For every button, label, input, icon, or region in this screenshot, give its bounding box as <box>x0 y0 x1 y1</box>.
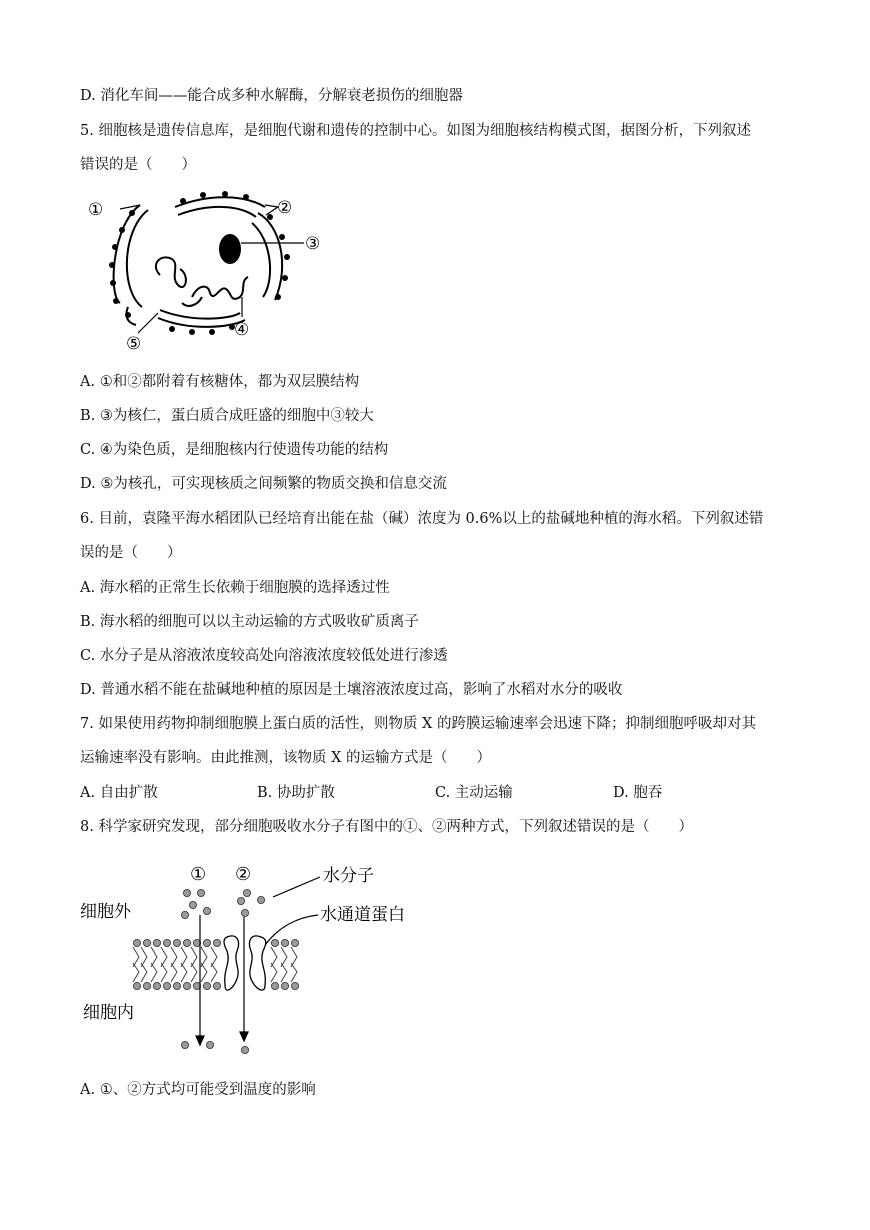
lipid-tails-left <box>133 947 217 982</box>
transport-arrows <box>196 915 248 1045</box>
q7-option-a: A. 自由扩散 <box>80 785 158 801</box>
way2-label: ② <box>235 864 252 885</box>
outer-membrane-top <box>175 197 265 207</box>
q6-option-d: D. 普通水稻不能在盐碱地种植的原因是土壤溶液浓度过高，影响了水稻对水分的吸收 <box>80 682 623 698</box>
q5-option-d: D. ⑤为核孔，可实现核质之间频繁的物质交换和信息交流 <box>80 476 447 492</box>
inner-membrane-top <box>178 207 256 217</box>
inner-membrane-bottom <box>160 310 240 319</box>
nucleolus <box>219 234 241 264</box>
q6-option-b: B. 海水稻的细胞可以以主动运输的方式吸收矿质离子 <box>80 614 419 630</box>
q4-option-d: D. 消化车间——能合成多种水解酶，分解衰老损伤的细胞器 <box>80 88 463 104</box>
q8-stem: 8. 科学家研究发现，部分细胞吸收水分子有图中的①、②两种方式，下列叙述错误的是（ ） <box>80 819 693 835</box>
aquaporin-protein-right <box>249 936 265 990</box>
label-3: ③ <box>305 234 321 254</box>
q8-option-a: A. ①、②方式均可能受到温度的影响 <box>80 1082 316 1098</box>
lipid-tails-right <box>271 947 297 982</box>
q7-stem-line1: 7. 如果使用药物抑制细胞膜上蛋白质的活性，则物质 X 的跨膜运输速率会迅速下降；抑制细胞呼吸却对其 <box>80 716 756 732</box>
q5-stem-line1: 5. 细胞核是遗传信息库，是细胞代谢和遗传的控制中心。如图为细胞核结构模式图，据图分析，下列叙述 <box>80 123 751 139</box>
outside-label: 细胞外 <box>80 902 131 922</box>
water-transport-diagram <box>75 855 435 1065</box>
q5-option-a: A. ①和②都附着有核糖体，都为双层膜结构 <box>80 374 360 390</box>
label-4: ④ <box>234 320 250 340</box>
q6-stem-line2: 误的是（ ） <box>80 545 182 561</box>
q5-option-b: B. ③为核仁，蛋白质合成旺盛的细胞中③较大 <box>80 408 374 424</box>
ribosomes <box>109 191 293 335</box>
q7-option-b: B. 协助扩散 <box>257 785 335 801</box>
q7-option-d: D. 胞吞 <box>613 785 663 801</box>
q6-option-a: A. 海水稻的正常生长依赖于细胞膜的选择透过性 <box>80 580 390 596</box>
water-molecule-label: 水分子 <box>323 866 374 886</box>
label-1: ① <box>88 200 104 220</box>
q7-option-c: C. 主动运输 <box>435 785 513 801</box>
aquaporin-label: 水通道蛋白 <box>320 905 405 925</box>
label-5: ⑤ <box>126 334 142 354</box>
label-2: ② <box>277 198 293 218</box>
nucleus-diagram <box>80 185 340 360</box>
way1-label: ① <box>190 864 207 885</box>
q5-stem-line2: 错误的是（ ） <box>80 157 196 173</box>
q6-option-c: C. 水分子是从溶液浓度较高处向溶液浓度较低处进行渗透 <box>80 648 448 664</box>
q6-stem-line1: 6. 目前，袁隆平海水稻团队已经培育出能在盐（碱）浓度为 0.6%以上的盐碱地种植的海水稻。下列叙述错 <box>80 511 764 527</box>
bilayer-left <box>133 939 220 989</box>
bilayer-right <box>271 939 298 989</box>
aquaporin-protein-left <box>224 936 239 990</box>
outer-membrane-right <box>258 213 282 300</box>
water-pointer <box>273 877 320 897</box>
inner-membrane-right <box>252 223 270 297</box>
inside-label: 细胞内 <box>83 1003 134 1023</box>
q7-stem-line2: 运输速率没有影响。由此推测，该物质 X 的运输方式是（ ） <box>80 750 492 766</box>
inner-membrane-left <box>127 210 148 307</box>
q5-option-c: C. ④为染色质，是细胞核内行使遗传功能的结构 <box>80 442 389 458</box>
chromatin <box>156 257 248 305</box>
